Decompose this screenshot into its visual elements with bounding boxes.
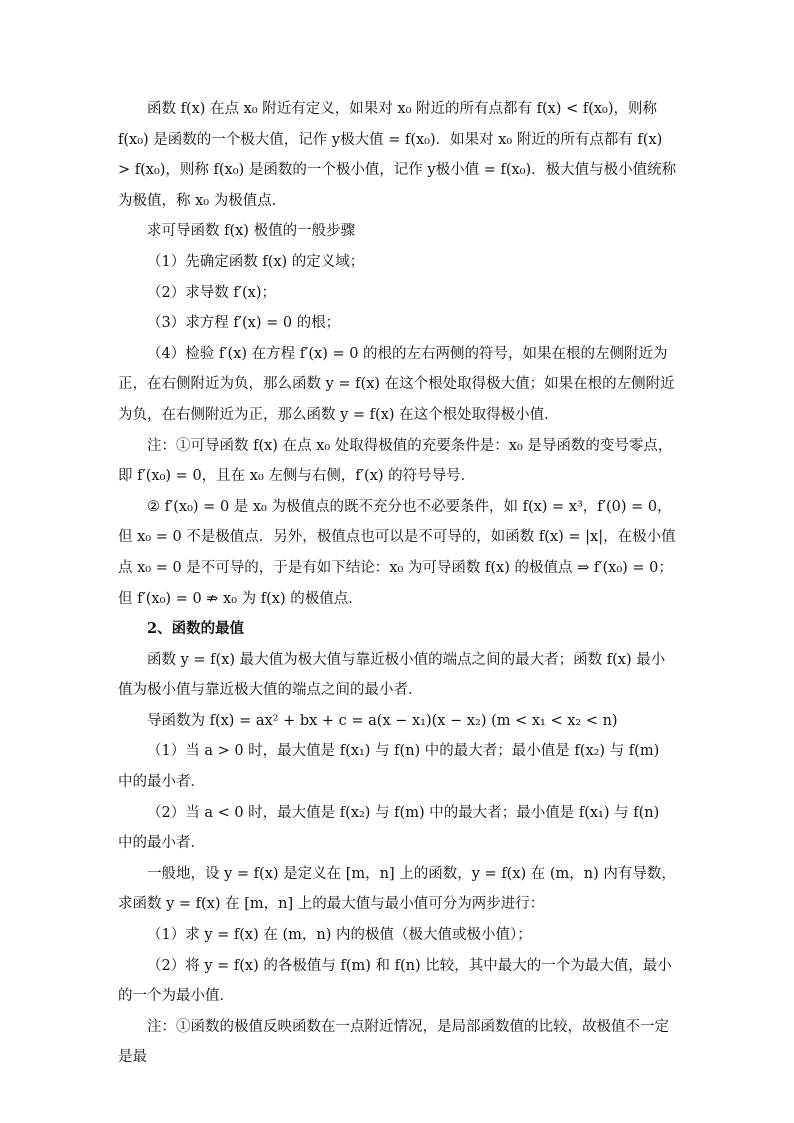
- step-1: （1）先确定函数 f(x) 的定义域；: [147, 253, 365, 270]
- section-heading-extrema: 2、函数的最值: [147, 620, 245, 638]
- document-body: [118, 94, 678, 1073]
- step-4: （4）检验 f′(x) 在方程 f′(x) = 0 的根的左右两侧的符号，如果在根的左侧附近为正，在右侧附近为负，那么函数 y = f(x) 在这个根处取得极大值；如果在根的左侧附近为负，在右侧附近为正，那么函数 y = f(x) 在这个根处取得极小值．: [118, 345, 675, 423]
- note-2: ② f′(x₀) = 0 是 x₀ 为极值点的既不充分也不必要条件，如 f(x) = x³，f′(0) = 0，但 x₀ = 0 不是极值点．另外，极值点也可以是不可导的，如函数 f(x) = |x|，在极小值点 x₀ = 0 是不可导的，于是有如下结论：x₀ 为可导函数 f(x) 的极值点 ⇒ f′(x₀) = 0；但 f′(x₀) = 0 ⇏ x₀ 为 f(x) 的极值点．: [118, 498, 676, 607]
- steps-title: 求可导函数 f(x) 极值的一般步骤: [147, 223, 356, 240]
- definition-paragraph: 函数 f(x) 在点 x₀ 附近有定义，如果对 x₀ 附近的所有点都有 f(x) < f(x₀)，则称 f(x₀) 是函数的一个极大值，记作 y极大值 = f(x₀)．如果对 x₀ 附近的所有点都有 f(x) > f(x₀)，则称 f(x₀) 是函数的一个极小值，记作 y极小值 = f(x₀)．极大值与极小值统称为极值，称 x₀ 为极值点．: [118, 101, 677, 209]
- general-method: 一般地，设 y = f(x) 是定义在 [m，n] 上的函数，y = f(x) 在 (m，n) 内有导数，求函数 y = f(x) 在 [m，n] 上的最大值与最小值可分为两步进行：: [118, 865, 676, 913]
- case-a-positive: （1）当 a > 0 时，最大值是 f(x₁) 与 f(n) 中的最大者；最小值是 f(x₂) 与 f(m) 中的最小者．: [118, 743, 660, 791]
- case-a-negative: （2）当 a < 0 时，最大值是 f(x₂) 与 f(m) 中的最大者；最小值是 f(x₁) 与 f(n) 中的最小者．: [118, 804, 660, 852]
- derivative-formula: 导函数为 f(x) = ax² + bx + c = a(x − x₁)(x − x₂) (m < x₁ < x₂ < n): [147, 712, 618, 729]
- step-3: （3）求方程 f′(x) = 0 的根；: [147, 315, 341, 332]
- note-1: 注：①可导函数 f(x) 在点 x₀ 处取得极值的充要条件是：x₀ 是导函数的变号零点，即 f′(x₀) = 0，且在 x₀ 左侧与右侧，f′(x) 的符号导号．: [118, 437, 673, 485]
- step-2: （2）求导数 f′(x)；: [147, 284, 276, 301]
- extrema-definition: 函数 y = f(x) 最大值为极大值与靠近极小值的端点之间的最大者；函数 f(x) 最小值为极小值与靠近极大值的端点之间的最小者．: [118, 651, 666, 699]
- method-step-2: （2）将 y = f(x) 的各极值与 f(m) 和 f(n) 比较，其中最大的一个为最大值，最小的一个为最小值．: [118, 957, 672, 1005]
- final-note: 注：①函数的极值反映函数在一点附近情况，是局部函数值的比较，故极值不一定是最: [118, 1018, 669, 1066]
- method-step-1: （1）求 y = f(x) 在 (m，n) 内的极值（极大值或极小值）；: [147, 927, 532, 944]
